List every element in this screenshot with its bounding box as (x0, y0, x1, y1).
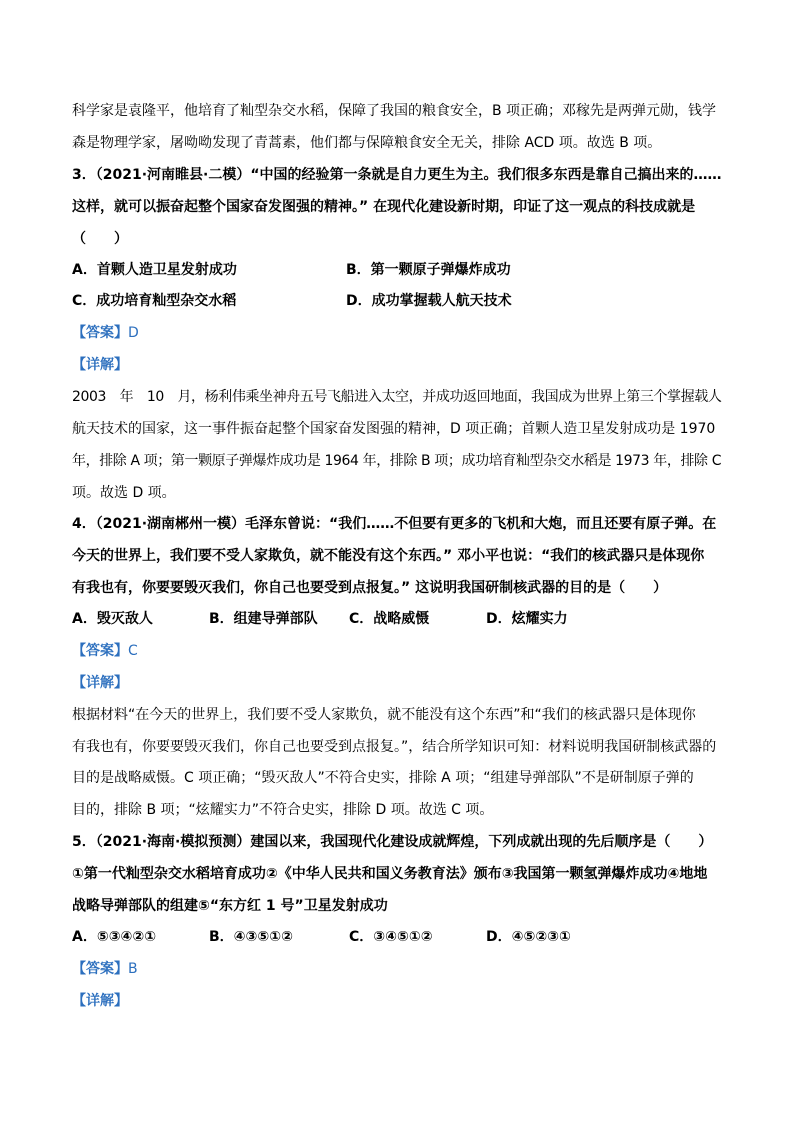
q4-detail-line2: 有我也有，你要要毁灭我们，你自己也要受到点报复。”，结合所学知识可知：材料说明我国研制核武器的 (72, 739, 717, 755)
q5-answer-value: B (128, 961, 138, 977)
q3-detail-line4: 项。故选 D 项。 (72, 485, 176, 501)
q4-option-a: A．毁灭敌人 (72, 611, 153, 627)
q4-option-c: C．战略威慑 (349, 611, 430, 627)
q4-answer-label: 【答案】 (72, 643, 128, 659)
q3-answer-value: D (128, 325, 139, 341)
q2-explanation-line1: 科学家是袁隆平，他培育了籼型杂交水稻，保障了我国的粮食安全，B 项正确；邓稼先是两弹元勋，钱学 (72, 103, 717, 119)
q5-answer-label: 【答案】 (72, 961, 128, 977)
q3-detail-line2: 航天技术的国家，这一事件振奋起整个国家奋发图强的精神，D 项正确；首颗人造卫星发射成功是 1970 (72, 421, 716, 437)
q5-stem-line3: 战略导弹部队的组建⑤“东方红 1 号”卫星发射成功 (72, 898, 388, 914)
q4-option-b: B．组建导弹部队 (209, 611, 318, 627)
q5-answer-row (72, 958, 722, 980)
q4-option-d: D．炫耀实力 (486, 611, 568, 627)
q2-explanation-line2: 森是物理学家，屠呦呦发现了青蒿素，他们都与保障粮食安全无关，排除 ACD 项。故选 B 项。 (72, 135, 662, 151)
q5-stem-line1: 5．（2021·海南·模拟预测）建国以来，我国现代化建设成就辉煌，下列成就出现的先后顺序是（ ） (72, 834, 713, 850)
q4-stem-line3: 有我也有，你要要毁灭我们，你自己也要受到点报复。” 这说明我国研制核武器的目的是（ ） (72, 580, 668, 596)
q3-stem-line1: 3．（2021·河南睢县·二模）“中国的经验第一条就是自力更生为主。我们很多东西是靠自己搞出来的…… (72, 167, 722, 183)
q5-detail-label: 【详解】 (72, 993, 128, 1009)
q5-stem-line2: ①第一代籼型杂交水稻培育成功②《中华人民共和国义务教育法》颁布③我国第一颗氢弹爆炸成功④地地 (72, 866, 708, 882)
q3-option-a: A．首颗人造卫星发射成功 (72, 262, 237, 278)
q4-detail-line3: 目的是战略威慑。C 项正确；“毁灭敌人”不符合史实，排除 A 项；“组建导弹部队”不是研制原子弹的 (72, 770, 694, 786)
q4-answer-row (72, 640, 722, 662)
q3-detail-label: 【详解】 (72, 357, 128, 373)
q4-detail-line4: 目的，排除 B 项；“炫耀实力”不符合史实，排除 D 项。故选 C 项。 (72, 802, 494, 818)
q3-detail-line3: 年，排除 A 项；第一颗原子弹爆炸成功是 1964 年，排除 B 项；成功培育籼型杂交水稻是 1973 年，排除 C (72, 453, 722, 469)
q3-stem-line3: （ ） (72, 231, 128, 247)
q5-option-d: D．④⑤②③① (486, 929, 571, 945)
q3-detail-line1: 2003 年 10 月，杨利伟乘坐神舟五号飞船进入太空，并成功返回地面，我国成为世界上第三个掌握载人 (72, 389, 722, 405)
q3-option-c: C．成功培育籼型杂交水稻 (72, 293, 237, 309)
q3-answer-label: 【答案】 (72, 325, 128, 341)
q3-option-b: B．第一颗原子弹爆炸成功 (346, 262, 511, 278)
q3-answer-row (72, 322, 722, 344)
q4-detail-label: 【详解】 (72, 675, 128, 691)
q4-stem-line1: 4．（2021·湖南郴州一模）毛泽东曾说：“我们……不但要有更多的飞机和大炮，而且还要有原子弹。在 (72, 516, 717, 532)
q4-detail-line1: 根据材料“在今天的世界上，我们要不受人家欺负，就不能没有这个东西”和“我们的核武器只是体现你 (72, 707, 696, 723)
q5-option-c: C．③④⑤①② (349, 929, 433, 945)
q4-stem-line2: 今天的世界上，我们要不受人家欺负，就不能没有这个东西。” 邓小平也说：“我们的核武器只是体现你 (72, 548, 705, 564)
q3-option-d: D．成功掌握载人航天技术 (346, 293, 512, 309)
q5-option-b: B．④③⑤①② (209, 929, 293, 945)
q5-option-a: A．⑤③④②① (72, 929, 157, 945)
q3-stem-line2: 这样，就可以振奋起整个国家奋发图强的精神。” 在现代化建设新时期，印证了这一观点的科技成就是 (72, 199, 696, 215)
q4-answer-value: C (128, 643, 138, 659)
